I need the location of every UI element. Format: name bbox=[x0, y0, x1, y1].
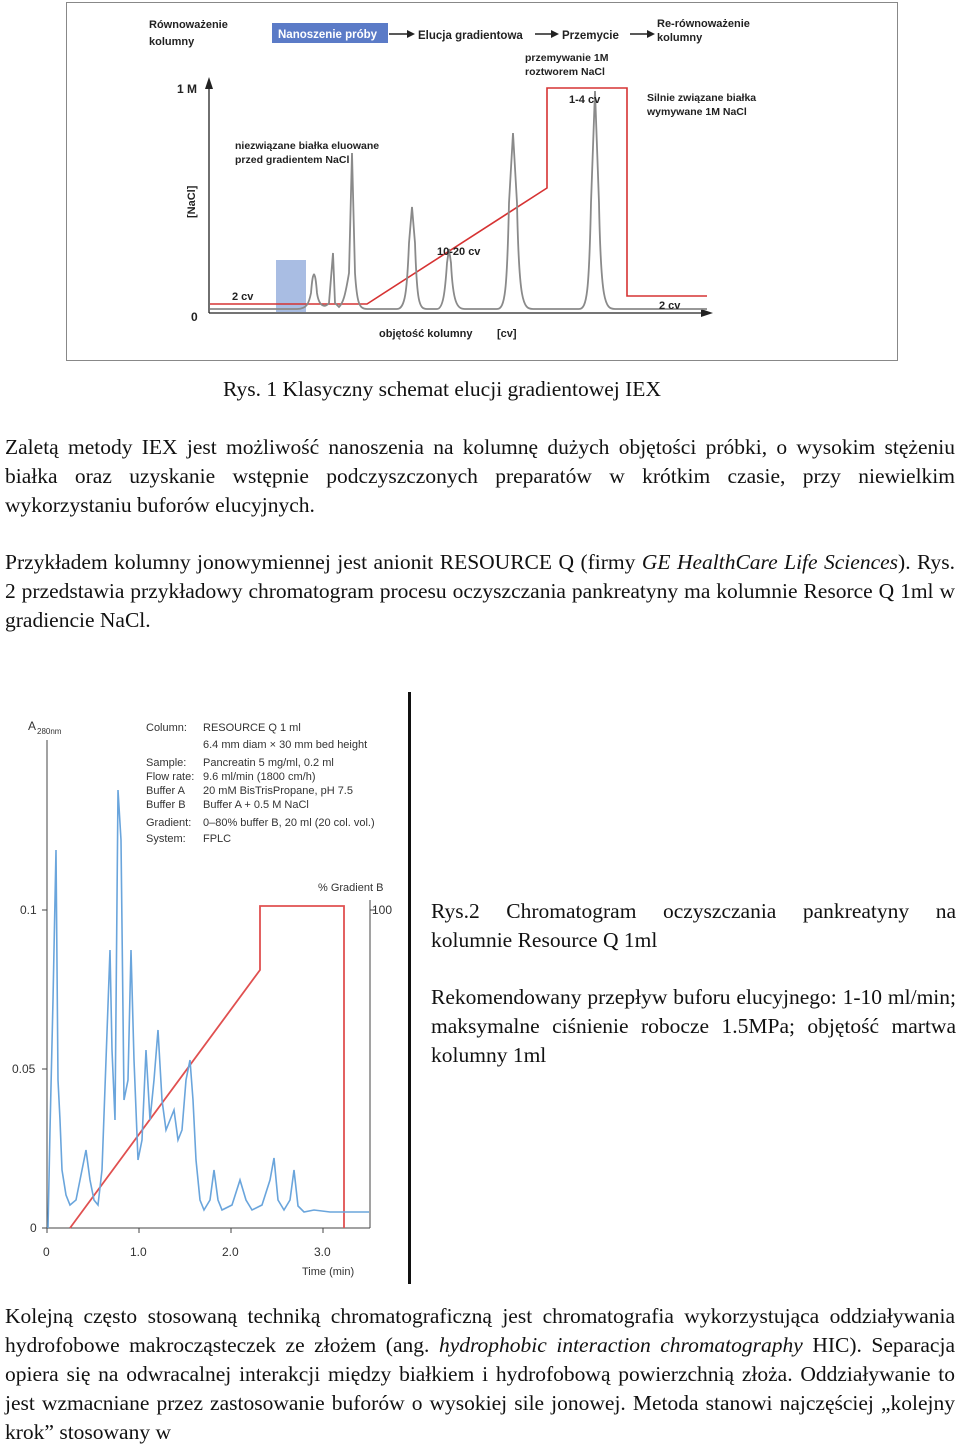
x-axis-unit: [cv] bbox=[497, 328, 517, 340]
info-value-column: RESOURCE Q 1 ml bbox=[203, 722, 301, 734]
info-key-sample: Sample: bbox=[146, 757, 187, 769]
info-key-buffer-b: Buffer B bbox=[146, 799, 186, 811]
x-axis-label: objętość kolumny bbox=[379, 328, 473, 340]
arrow-icon bbox=[407, 30, 415, 38]
phase-label-wash: Przemycie bbox=[562, 30, 619, 42]
info-value-dimensions: 6.4 mm diam × 30 mm bed height bbox=[203, 739, 368, 751]
figure-1 bbox=[66, 2, 898, 361]
right-axis-label: % Gradient B bbox=[318, 882, 384, 894]
figure-1-diagram bbox=[67, 3, 897, 360]
y-axis-label: [NaCl] bbox=[186, 185, 198, 218]
paragraph-2-company: GE HealthCare Life Sciences bbox=[641, 550, 899, 574]
figure-2-note: Rekomendowany przepływ buforu elucyjnego: 1-10 ml/min; maksymalne ciśnienie robocze 1.5MPa; objętość martwa kolumny 1ml bbox=[431, 985, 956, 1067]
y-tick-0: 0 bbox=[30, 1221, 37, 1235]
arrow-icon bbox=[551, 30, 559, 38]
info-value-gradient: 0–80% buffer B, 20 ml (20 col. vol.) bbox=[203, 817, 375, 829]
figure-1-caption: Rys. 1 Klasyczny schemat elucji gradientowej IEX bbox=[223, 377, 661, 401]
x-tick-2: 2.0 bbox=[222, 1245, 239, 1259]
info-value-system: FPLC bbox=[203, 833, 232, 845]
info-key-system: System: bbox=[146, 833, 186, 845]
figure-2-divider bbox=[408, 692, 411, 1284]
paragraph-3 bbox=[5, 1302, 955, 1447]
paragraph-1: Zaletą metody IEX jest możliwość nanoszenia na kolumnę dużych objętości próbki, o wysokim stężeniu białka oraz uzyskanie wstępnie podczyszczonych preparatów w krótkim czasie, przy niewielkim wykorzystaniu buforów elucyjnych. bbox=[5, 435, 955, 517]
y-tick-0.05: 0.05 bbox=[12, 1062, 36, 1076]
annotation-unbound: niezwiązane białka eluowane przed gradientem NaCl bbox=[235, 140, 380, 166]
x-tick-3: 3.0 bbox=[314, 1245, 331, 1259]
label-2cv-right: 2 cv bbox=[659, 300, 681, 312]
phase-label-reequilibration: Re-równoważenie kolumny bbox=[657, 18, 750, 44]
gradient-line bbox=[70, 906, 344, 1228]
info-value-buffer-b: Buffer A + 0.5 M NaCl bbox=[203, 799, 309, 811]
figure-2-caption: Rys.2 Chromatogram oczyszczania pankreatyny na kolumnie Resource Q 1ml bbox=[431, 899, 956, 952]
label-2cv-left: 2 cv bbox=[232, 291, 254, 303]
info-key-gradient: Gradient: bbox=[146, 817, 192, 829]
phase-label-gradient: Elucja gradientowa bbox=[418, 30, 523, 42]
paragraph-3-part-a: Kolejną często stosowaną techniką chromatograficzną jest chromatografia wykorzystująca oddziaływania hydrofobowe makrocząsteczek ze złożem (ang. bbox=[5, 1304, 955, 1357]
arrow-icon bbox=[647, 30, 655, 38]
paragraph-2-part-a: Przykładem kolumny jonowymiennej jest anionit RESOURCE Q (firmy bbox=[5, 550, 642, 574]
annotation-strong: Silnie związane białka wymywane 1M NaCl bbox=[647, 92, 757, 118]
phase-label-loading: Nanoszenie próby bbox=[278, 29, 378, 41]
y-zero-label: 0 bbox=[191, 310, 198, 324]
absorbance-trace bbox=[48, 790, 369, 1228]
y-label-sub: 280nm bbox=[37, 727, 62, 736]
info-key-column: Column: bbox=[146, 722, 187, 734]
y-tick-0.1: 0.1 bbox=[20, 903, 37, 917]
label-10-20cv: 10-20 cv bbox=[437, 246, 481, 258]
right-tick-100: 100 bbox=[372, 903, 393, 917]
figure-2-chromatogram bbox=[0, 700, 405, 1285]
paragraph-2 bbox=[5, 548, 955, 635]
info-value-buffer-a: 20 mM BisTrisPropane, pH 7.5 bbox=[203, 785, 353, 797]
figure-2 bbox=[0, 700, 405, 1285]
info-value-sample: Pancreatin 5 mg/ml, 0.2 ml bbox=[203, 757, 334, 769]
label-1-4cv: 1-4 cv bbox=[569, 94, 601, 106]
run-info bbox=[146, 722, 375, 845]
annotation-wash: przemywanie 1M roztworem NaCl bbox=[525, 52, 609, 78]
paragraph-2-part-c: ). Rys. 2 przedstawia przykładowy chromatogram procesu oczyszczania pankreatyny ma kolumnie Resorce Q 1ml w gradiencie NaCl. bbox=[5, 550, 955, 632]
x-axis-label: Time (min) bbox=[302, 1266, 355, 1278]
y-top-label: 1 M bbox=[177, 82, 198, 96]
x-tick-0: 0 bbox=[43, 1245, 50, 1259]
y-axis-arrow-icon bbox=[205, 77, 213, 89]
paragraph-3-term: hydrophobic interaction chromatography bbox=[438, 1333, 803, 1357]
info-key-buffer-a: Buffer A bbox=[146, 785, 185, 797]
info-key-flow: Flow rate: bbox=[146, 771, 195, 783]
info-value-flow: 9.6 ml/min (1800 cm/h) bbox=[203, 771, 316, 783]
phase-label-equilibration: Równoważenie bbox=[149, 19, 228, 31]
paragraph-3-part-c: HIC). Separacja opiera się na odwracalnej interakcji między białkiem i hydrofobową powierzchnią złoża. Oddziaływanie to jest wzmacniane przez zastosowanie buforów o wysokiej sile jonowej. Metoda stanowi najczęściej „kolejny krok” stosowany w bbox=[5, 1333, 955, 1444]
x-axis-arrow-icon bbox=[701, 309, 713, 317]
x-tick-1: 1.0 bbox=[130, 1245, 147, 1259]
y-label-main: A bbox=[28, 719, 37, 733]
phase-label-equilibration-2: kolumny bbox=[149, 36, 195, 48]
